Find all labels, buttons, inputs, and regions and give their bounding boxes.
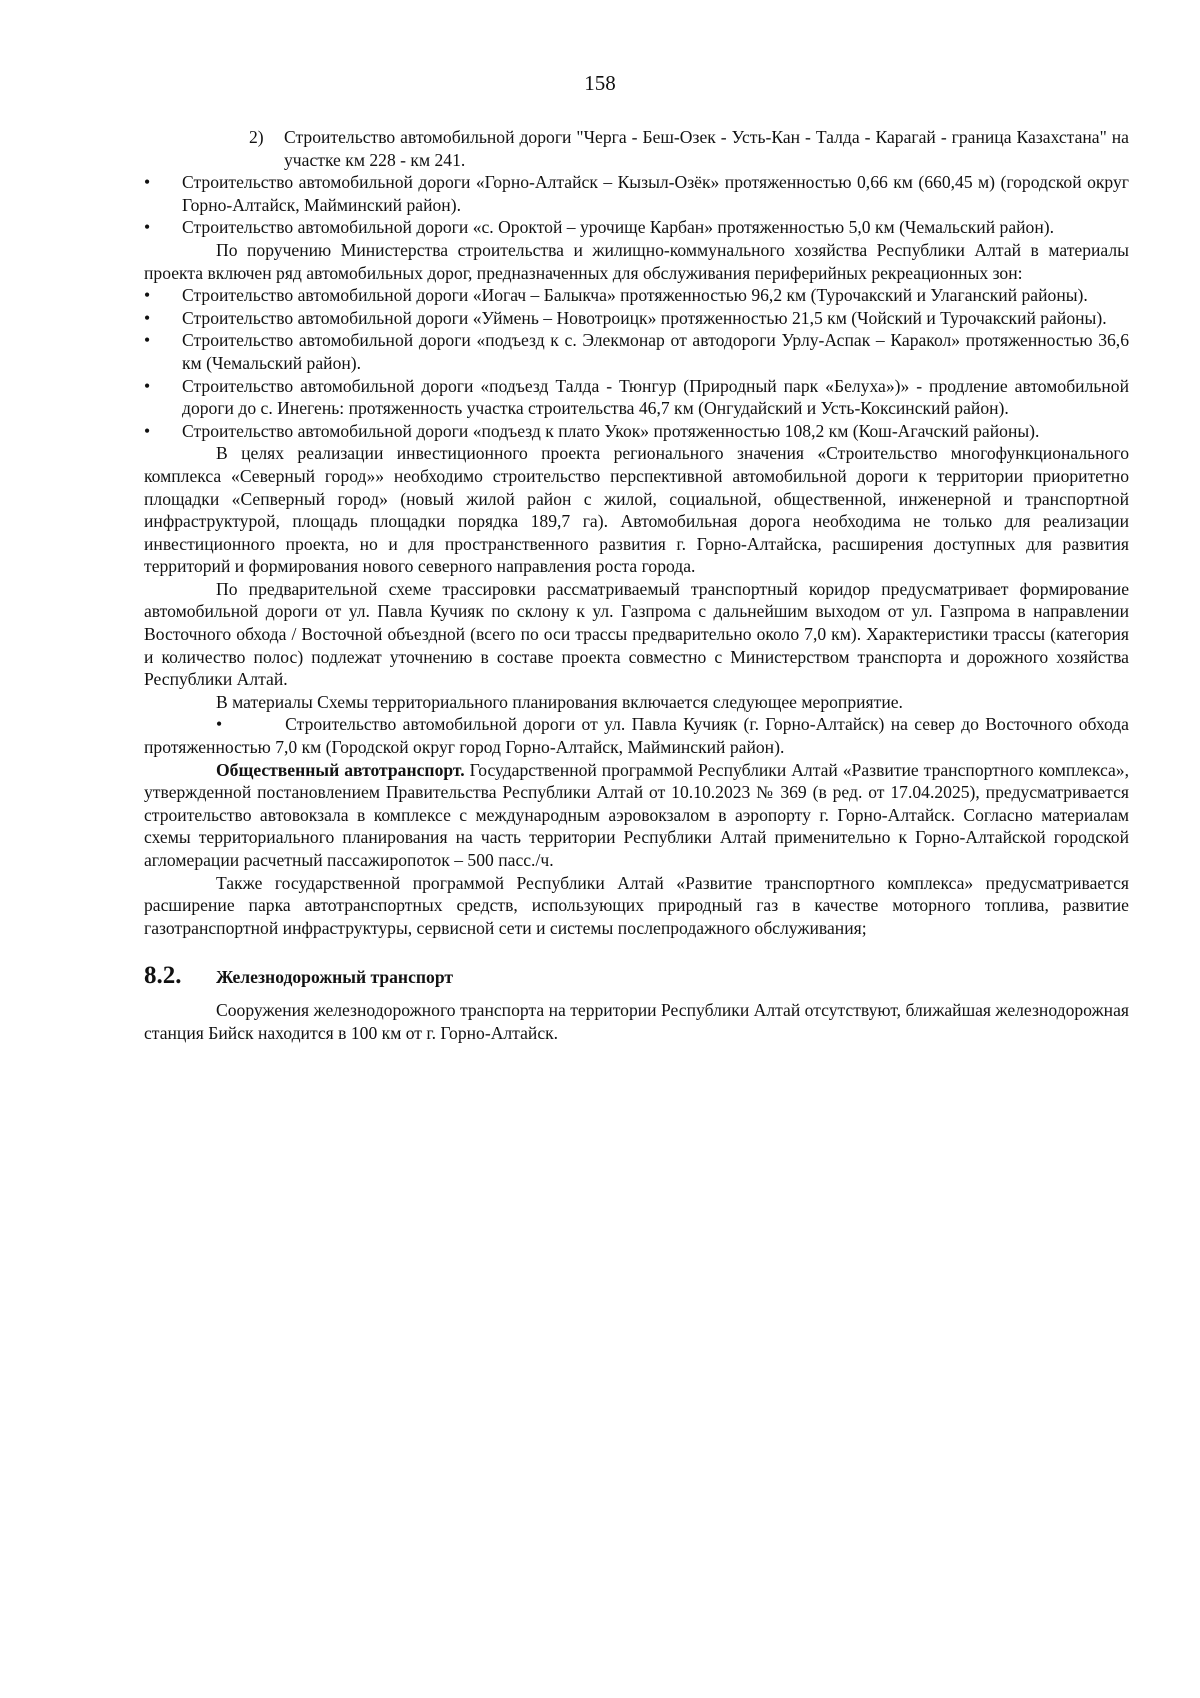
- section-number: 8.2.: [144, 962, 182, 990]
- numbered-item: [144, 126, 1129, 171]
- list-item-text: Строительство автомобильной дороги «с. Ороктой – урочище Карбан» протяженностью 5,0 км (Чемальский район).: [182, 217, 1055, 238]
- page-number: 158: [584, 71, 616, 95]
- bullet-marker: •: [144, 307, 151, 328]
- paragraph-ministry: По поручению Министерства строительства и жилищно-коммунального хозяйства Республики Алтай в материалы проекта включен ряд автомобильных дорог, предназначенных для обслуживания периферийных рекреационных зон:: [144, 239, 1129, 283]
- list-item: [144, 284, 1129, 307]
- paragraph-public-transport: [144, 759, 1129, 872]
- bullet-marker: •: [144, 285, 151, 306]
- list-item: [144, 216, 1129, 239]
- list-item: [144, 375, 1129, 420]
- list-item: [144, 171, 1129, 216]
- public-transport-text: Государственной программой Республики Алтай «Развитие транспортного комплекса», утвержденной постановлением Правительства Республики Алтай от 10.10.2023 № 369 (в ред. от 17.04.2025), предусматривается строительство автовокзала в комплексе с международным аэровокзалом в аэропорту г. Горно-Алтайск. Согласно материалам схемы территориального планирования на часть территории Республики Алтай применительно к Горно-Алтайской городской агломерации расчетный пассажиропоток – 500 пасс./ч.: [144, 759, 1129, 870]
- list-item-text: Строительство автомобильной дороги «подъезд Талда - Тюнгур (Природный парк «Белуха»)» - продление автомобильной дороги до с. Инегень: протяженность участка строительства 46,7 км (Онгудайский и Усть-Коксинский район).: [182, 375, 1129, 419]
- list-item: [144, 420, 1129, 443]
- paragraph-materials: В материалы Схемы территориального планирования включается следующее мероприятие.: [216, 691, 903, 712]
- page-body: [144, 126, 1134, 1044]
- public-transport-heading: Общественный автотранспорт.: [216, 759, 465, 780]
- numbered-item-text: Строительство автомобильной дороги "Черга - Беш-Озек - Усть-Кан - Талда - Карагай - граница Казахстана" на участке км 228 - км 241.: [284, 127, 1129, 170]
- bullet-marker: •: [144, 330, 151, 351]
- list-item-text: Строительство автомобильной дороги «подъезд к плато Укок» протяженностью 108,2 км (Кош-Агачский районы).: [182, 420, 1040, 441]
- paragraph-railway: Сооружения железнодорожного транспорта на территории Республики Алтай отсутствуют, ближайшая железнодорожная станция Бийск находится в 100 км от г. Горно-Алтайск.: [144, 999, 1129, 1043]
- list-item-text: Строительство автомобильной дороги «Уймень – Новотроицк» протяженностью 21,5 км (Чойский и Турочакский районы).: [182, 307, 1107, 328]
- section-heading: [144, 962, 1129, 990]
- list-item: [144, 329, 1129, 374]
- bullet-marker: •: [144, 217, 151, 238]
- numbered-item-marker: 2): [249, 127, 264, 147]
- bullet-marker: •: [144, 420, 151, 441]
- paragraph-gas-program: Также государственной программой Республики Алтай «Развитие транспортного комплекса» предусматривается расширение парка автотранспортных средств, использующих природный газ в качестве моторного топлива, развитие газотранспортной инфраструктуры, сервисной сети и системы послепродажного обслуживания;: [144, 872, 1129, 938]
- list-item-text: Строительство автомобильной дороги «Иогач – Балыкча» протяженностью 96,2 км (Турочакский и Улаганский районы).: [182, 285, 1088, 306]
- list-item-text: Строительство автомобильной дороги «Горно-Алтайск – Кызыл-Озёк» протяженностью 0,66 км (660,45 м) (городской округ Горно-Алтайск, Майминский район).: [182, 172, 1129, 215]
- bullet-marker: •: [144, 172, 151, 193]
- paragraph-investment: В целях реализации инвестиционного проекта регионального значения «Строительство многофункционального комплекса «Северный город»» необходимо строительство перспективной автомобильной дороги к территории приоритетно площадки «Сепверный город» (новый жилой район с жилой, социальной, общественной, инженерной и транспортной инфраструктурой, площадь площадки порядка 189,7 га). Автомобильная дорога необходима не только для реализации инвестиционного проекта, но и для пространственного развития г. Горно-Алтайска, расширения доступных для развития территорий и формирования нового северного направления роста города.: [144, 443, 1129, 577]
- bullet-marker: •: [144, 375, 151, 396]
- list-item-text: Строительство автомобильной дороги «подъезд к с. Элекмонар от автодороги Урлу-Аспак – Каракол» протяженностью 36,6 км (Чемальский район).: [182, 330, 1129, 373]
- paragraph-route-scheme: По предварительной схеме трассировки рассматриваемый транспортный коридор предусматривает формирование автомобильной дороги от ул. Павла Кучияк по склону к ул. Газпрома с дальнейшим выходом от ул. Газпрома в направлении Восточного обхода / Восточной объездной (всего по оси трассы предварительно около 7,0 км). Характеристики трассы (категория и количество полос) подлежат уточнению в составе проекта совместно с Министерством транспорта и дорожного хозяйства Республики Алтай.: [144, 578, 1129, 690]
- section-title: Железнодорожный транспорт: [216, 967, 454, 988]
- list-item: [144, 307, 1129, 330]
- paragraph-measure: • Строительство автомобильной дороги от ул. Павла Кучияк (г. Горно-Алтайск) на север до Восточного обхода протяженностью 7,0 км (Городской округ город Горно-Алтайск, Майминский район).: [144, 714, 1134, 758]
